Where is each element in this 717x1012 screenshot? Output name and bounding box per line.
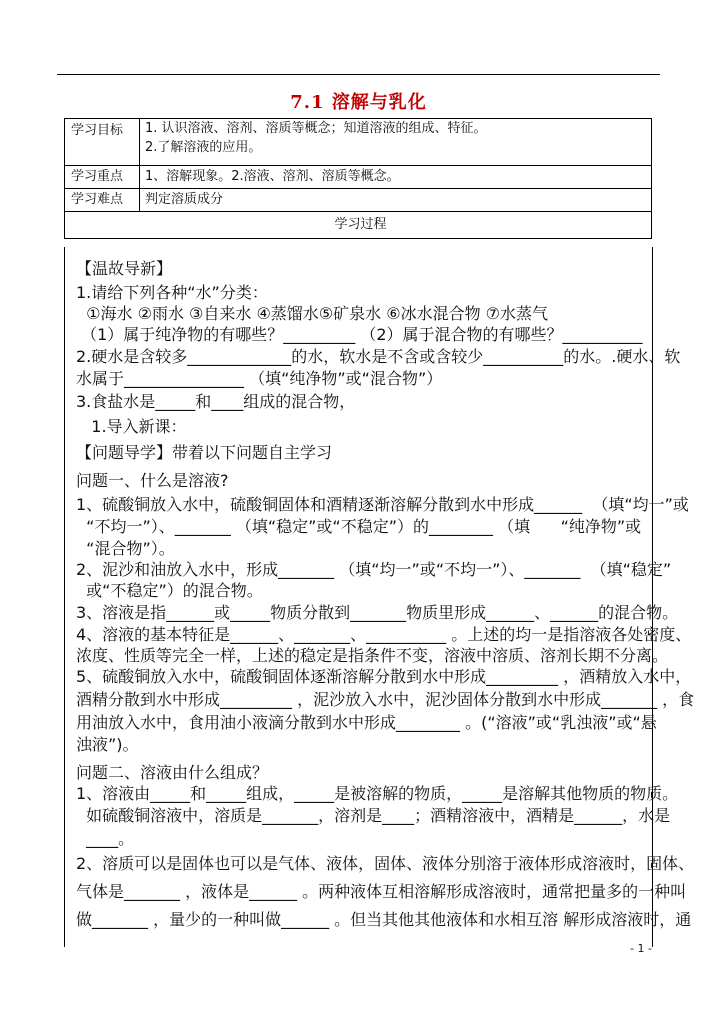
content-line: 气体是_______ ，液体是______ 。两种液体互相溶解形成溶液时，通常把量多的一种叫: [76, 882, 687, 901]
content-line: ____。: [76, 829, 135, 848]
content-line: 3.食盐水是_____和____组成的混合物，: [76, 392, 356, 411]
difficulty-label: 学习难点: [65, 189, 140, 212]
content-line: 1.导入新课：: [76, 417, 187, 436]
content-line: 1、溶液由_____和_____组成，_____是被溶解的物质，_____是溶解其他物质的物质。: [76, 784, 679, 803]
content-line: 2、泥沙和油放入水中，形成_______ （填“均一”或“不均一”）、_______ （填“稳定”: [76, 560, 672, 579]
content-line: 问题二、溶液由什么组成？: [76, 763, 269, 782]
page-number: - 1 -: [630, 942, 652, 955]
content-line: 酒精分散到水中形成_________ ，泥沙放入水中，泥沙固体分散到水中形成_______ ，食: [76, 690, 695, 709]
content-line: 1.请给下列各种“水”分类：: [76, 283, 268, 302]
content-line: “不均一”）、_______ （填“稳定”或“不稳定”）的________ （填 “纯净物”或: [76, 517, 642, 536]
goal-label: 学习目标: [65, 119, 140, 166]
goal-cell: [140, 119, 652, 166]
content-line: 5、硫酸铜放入水中，硫酸铜固体逐渐溶解分散到水中形成_________ ，酒精放入水中，: [76, 667, 692, 686]
content-line: 1、硫酸铜放入水中，硫酸铜固体和酒精逐渐溶解分散到水中形成______ （填“均一”或: [76, 495, 689, 514]
content-line: 2、溶质可以是固体也可以是气体、液体，固体、液体分别溶于液体形成溶液时，固体、: [76, 854, 695, 873]
goal-line-1: 1. 认识溶液、溶剂、溶质等概念；知道溶液的组成、特征。: [145, 121, 487, 136]
lesson-header-table: [64, 118, 652, 239]
process-heading: 学习过程: [65, 212, 652, 239]
content-line: 4、溶液的基本特征是______、_______、__________ 。上述的均一是指溶液各处密度、: [76, 625, 692, 644]
content-line: 浊液”)。: [76, 735, 139, 754]
key-text: 1、溶解现象。2.溶液、溶剂、溶质等概念。: [140, 166, 652, 189]
content-line: 如硫酸铜溶液中，溶质是_______，溶剂是____；酒精溶液中，酒精是______，水是: [76, 806, 671, 825]
content-line: 【问题导学】带着以下问题自主学习: [76, 443, 333, 462]
content-line: 2.硬水是含较多_____________的水，软水是不含或含较少__________的水。.硬水、软: [76, 347, 681, 366]
content-line: 【温故导新】: [76, 259, 173, 278]
difficulty-text: 判定溶质成分: [140, 189, 652, 212]
header-rule: [57, 74, 660, 75]
content-line: 浓度、性质等完全一样，上述的稳定是指条件不变，溶液中溶质、溶剂长期不分离。: [76, 646, 669, 665]
content-line: （1）属于纯净物的有哪些？_________ （2）属于混合物的有哪些？__________: [76, 325, 643, 344]
page-title: 7.1 溶解与乳化: [290, 92, 427, 113]
content-line: ①海水 ②雨水 ③自来水 ④蒸馏水⑤矿泉水 ⑥冰水混合物 ⑦水蒸气: [76, 304, 549, 323]
content-line: 3、溶液是指______或_____物质分散到_______物质里形成______、______的混合物。: [76, 603, 679, 622]
content-line: 用油放入水中，食用油小液滴分散到水中形成________ 。(“溶液”或“乳浊液”或“悬: [76, 713, 657, 732]
goal-line-2: 2.了解溶液的应用。: [145, 140, 262, 155]
content-line: 或“不稳定”）的混合物。: [76, 581, 263, 600]
content-line: 做_______ ，量少的一种叫做______ 。但当其他其他液体和水相互溶 解形成溶液时，通: [76, 910, 692, 929]
content-line: 水属于_______________ （填“纯净物”或“混合物”）: [76, 369, 443, 388]
content-line: 问题一、什么是溶液?: [76, 471, 229, 490]
content-line: “混合物”）。: [76, 539, 175, 558]
key-label: 学习重点: [65, 166, 140, 189]
